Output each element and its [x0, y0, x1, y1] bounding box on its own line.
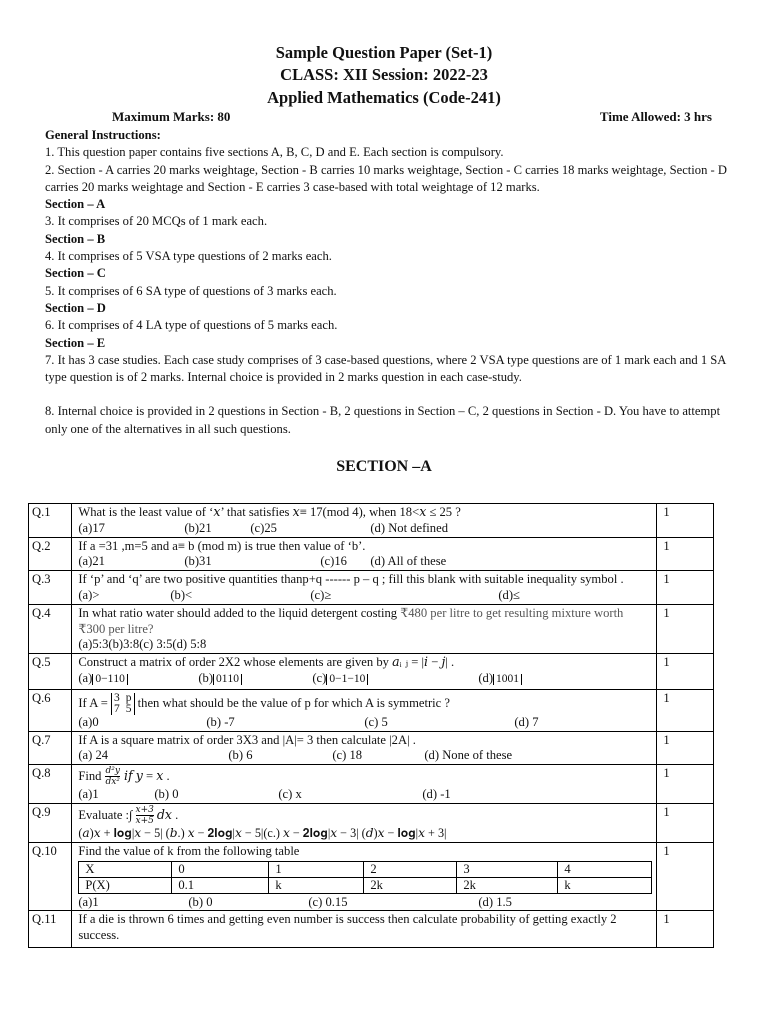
question-marks: 1	[657, 604, 714, 653]
table-row: X 0 1 2 3 4	[79, 861, 652, 877]
question-number: Q.10	[29, 842, 72, 911]
derivative-fraction: d²y dx²	[105, 766, 120, 788]
question-marks: 1	[657, 537, 714, 571]
question-marks: 1	[657, 731, 714, 765]
question-text: Evaluate :∫	[78, 807, 133, 822]
section-e-heading: Section – E	[45, 335, 106, 350]
matrix-b: 0110	[213, 674, 242, 685]
question-text: Find	[78, 768, 102, 783]
option-d: (d) Not defined	[370, 520, 448, 535]
question-marks: 1	[657, 911, 714, 948]
option-c: (c)25	[250, 520, 277, 535]
table-row: P(X) 0.1 k 2k 2k k	[79, 877, 652, 893]
question-number: Q.5	[29, 654, 72, 690]
matrix-a: 0−110	[92, 674, 128, 685]
question-marks: 1	[657, 504, 714, 538]
instruction-7: 7. It has 3 case studies. Each case study comprises of 3 case-based questions, where 2 VSA type questions are of 1 mark each and 1 SA type question is of 2 marks. Internal choice is provided in 2 marks question in each case-study.	[45, 352, 726, 385]
option-d: (d)≤	[498, 587, 520, 602]
instruction-6: 6. It comprises of 4 LA type of questions of 5 marks each.	[45, 318, 338, 333]
instruction-8: 8. Internal choice is provided in 2 questions in Section - B, 2 questions in Section – C, 2 questions in Section - D. You have to attempt only one of the alternatives in all such questions.	[45, 404, 721, 436]
section-c-heading: Section – C	[45, 266, 106, 281]
question-text: If ‘p’ and ‘q’ are two positive quantities thanp+q ------ p – q ; fill this blank with suitable inequality symbol .	[78, 572, 624, 587]
option-b: (b)	[198, 670, 214, 685]
table-row	[29, 571, 714, 605]
table-row	[29, 731, 714, 765]
option-a: (a)0	[78, 714, 99, 729]
question-number: Q.4	[29, 604, 72, 653]
time-allowed: Time Allowed: 3 hrs	[599, 109, 712, 124]
question-text: If A is a square matrix of order 3X3 and |A|= 3 then calculate |2A| .	[78, 732, 416, 747]
option-d: (d) 1.5	[478, 894, 512, 909]
option-b: (b) 0	[154, 787, 179, 802]
option-c: (c)≥	[310, 587, 332, 602]
option-d: (d) -1	[422, 787, 451, 802]
option-a: (a) 24	[78, 748, 109, 763]
table-row	[29, 765, 714, 804]
question-text-continued: 𝑖𝑓 𝑦 = 𝑥 .	[123, 768, 170, 783]
table-row	[29, 537, 714, 571]
question-text: In what ratio water should added to the liquid detergent costing	[78, 605, 401, 620]
section-a-title: SECTION –A	[336, 458, 432, 475]
option-d: (d) All of these	[370, 554, 447, 569]
option-a: (a)17	[78, 520, 105, 535]
section-d-heading: Section – D	[45, 300, 106, 315]
paper-title: Sample Question Paper (Set-1)	[275, 43, 493, 62]
table-row	[29, 842, 714, 911]
instruction-1: 1. This question paper contains five sections A, B, C, D and E. Each section is compulsory.	[45, 145, 504, 160]
table-row	[29, 654, 714, 690]
section-a-heading: Section – A	[45, 197, 106, 212]
table-row	[29, 803, 714, 842]
question-marks: 1	[657, 842, 714, 911]
instruction-4: 4. It comprises of 5 VSA type questions of 2 marks each.	[45, 249, 332, 264]
questions-table	[28, 503, 714, 948]
option-a: (a)	[78, 670, 93, 685]
instruction-5: 5. It comprises of 6 SA type of questions of 3 marks each.	[45, 283, 337, 298]
question-text-continued: then what should be the value of p for which A is symmetric ?	[134, 695, 450, 710]
option-b: (b)<	[170, 587, 193, 602]
question-number: Q.3	[29, 571, 72, 605]
option-b: (b) 0	[188, 894, 213, 909]
options-line: (a)5:3(b)3:8(c) 3:5(d) 5:8	[78, 637, 207, 652]
section-b-heading: Section – B	[45, 231, 106, 246]
option-d: (d)	[478, 670, 494, 685]
option-d: (d) None of these	[424, 748, 513, 763]
instructions-title: General Instructions:	[45, 128, 161, 142]
question-marks: 1	[657, 571, 714, 605]
table-row	[29, 504, 714, 538]
question-number: Q.6	[29, 689, 72, 731]
matrix-a-definition: 3 p 7 5	[111, 693, 135, 715]
matrix-d: 1001	[493, 674, 522, 685]
question-number: Q.8	[29, 765, 72, 804]
options-line: (𝑎)𝑥 + 𝐥𝐨𝐠|𝑥 − 5| (𝑏.) 𝑥 − 𝟐𝐥𝐨𝐠|𝑥 − 5|(c.) 𝑥 − 𝟐𝐥𝐨𝐠|𝑥 − 3| (𝑑)𝑥 − 𝐥𝐨𝐠|𝑥 + 3|	[78, 825, 447, 840]
instruction-2: 2. Section - A carries 20 marks weightage, Section - B carries 10 marks weightage, Section - C carries 18 marks weightage, Section - D carries 20 marks weightage and Section - E carries 3 case-based with total weightage of 12 marks.	[45, 162, 727, 194]
table-row	[29, 911, 714, 948]
question-text: If a die is thrown 6 times and getting even number is success then calculate probability of getting exactly 2 success.	[72, 911, 657, 948]
question-marks: 1	[657, 765, 714, 804]
subject-title: Applied Mathematics (Code-241)	[267, 88, 501, 107]
question-text-continued: 𝑑𝑥 .	[156, 807, 179, 822]
option-a: (a)21	[78, 554, 105, 569]
instruction-3: 3. It comprises of 20 MCQs of 1 mark each.	[45, 214, 268, 229]
option-c: (c) 18	[332, 748, 363, 763]
option-a: (a)1	[78, 787, 99, 802]
option-a: (a)1	[78, 894, 99, 909]
option-c: (c) 5	[364, 714, 388, 729]
question-text: If A =	[78, 695, 111, 710]
question-text: Find the value of k from the following table	[78, 843, 300, 858]
option-a: (a)>	[78, 587, 100, 602]
question-number: Q.2	[29, 537, 72, 571]
option-c: (c) 0.15	[308, 894, 348, 909]
integrand-fraction: x+3 x+5	[135, 804, 154, 826]
question-marks: 1	[657, 689, 714, 731]
option-b: (b)21	[184, 520, 212, 535]
option-b: (b) 6	[228, 748, 253, 763]
question-text: What is the least value of ‘𝑥’ that satisfies 𝑥≡ 17(mod 4), when 18<𝑥 ≤ 25 ?	[78, 505, 461, 519]
option-b: (b)31	[184, 554, 212, 569]
matrix-c: 0−1−10	[326, 674, 368, 685]
option-d: (d) 7	[514, 714, 539, 729]
class-session: CLASS: XII Session: 2022-23	[280, 65, 488, 84]
question-text-continued: ₹480 per litre to get resulting mixture worth ₹300 per litre?	[78, 605, 624, 636]
question-text: Construct a matrix of order 2X2 whose elements are given by 𝑎ᵢ ⱼ = |𝑖 − 𝑗| .	[78, 655, 455, 670]
table-row	[29, 604, 714, 653]
question-number: Q.7	[29, 731, 72, 765]
general-instructions	[45, 127, 745, 438]
option-c: (c)16	[320, 554, 347, 569]
question-text: If a =31 ,m=5 and a≡ b (mod m) is true then value of ‘b’.	[78, 538, 366, 553]
option-c: (c)	[312, 670, 327, 685]
question-number: Q.1	[29, 504, 72, 538]
option-b: (b) -7	[206, 714, 235, 729]
question-marks: 1	[657, 654, 714, 690]
probability-table	[78, 861, 652, 894]
question-marks: 1	[657, 803, 714, 842]
option-c: (c) x	[278, 787, 302, 802]
table-row	[29, 689, 714, 731]
maximum-marks: Maximum Marks: 80	[112, 109, 231, 124]
question-number: Q.9	[29, 803, 72, 842]
question-number: Q.11	[29, 911, 72, 948]
